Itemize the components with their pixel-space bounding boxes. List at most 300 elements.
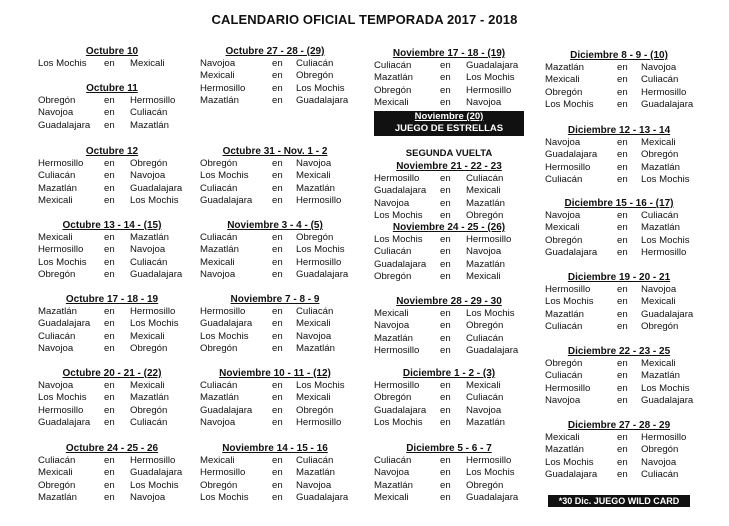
game-row <box>374 234 524 246</box>
en-word: en <box>617 284 628 295</box>
home-team: Obregón <box>466 479 504 491</box>
home-team: Hermosillo <box>641 86 687 98</box>
en-word: en <box>104 492 115 504</box>
visitor-team: Mazatlán <box>200 95 239 107</box>
home-team: Obregón <box>466 320 504 332</box>
block-date-heading: Noviembre 7 - 8 - 9 <box>230 294 320 305</box>
en-word: en <box>440 173 451 184</box>
visitor-team: Obregón <box>38 479 76 491</box>
home-team: Mazatlán <box>466 258 505 270</box>
game-row <box>200 83 350 95</box>
en-word: en <box>104 158 115 169</box>
game-row <box>200 158 350 170</box>
en-word: en <box>272 380 283 391</box>
game-row <box>200 269 350 281</box>
home-team: Los Mochis <box>296 244 345 256</box>
en-word: en <box>104 404 115 416</box>
home-team: Los Mochis <box>130 479 179 491</box>
game-row <box>38 232 186 244</box>
game-row <box>374 345 524 357</box>
visitor-team: Guadalajara <box>545 469 598 481</box>
visitor-team: Guadalajara <box>374 404 427 416</box>
en-word: en <box>440 234 451 245</box>
visitor-team: Navojoa <box>545 137 581 148</box>
home-team: Los Mochis <box>641 382 690 394</box>
schedule-block <box>38 83 186 132</box>
home-team: Mazatlán <box>130 232 169 243</box>
home-team: Navojoa <box>641 456 677 468</box>
visitor-team: Navojoa <box>374 320 410 332</box>
block-date-heading: Octubre 31 - Nov. 1 - 2 <box>222 146 328 157</box>
en-word: en <box>272 392 283 404</box>
game-row <box>543 137 695 149</box>
home-team: Culiacán <box>130 417 168 429</box>
visitor-team: Hermosillo <box>38 404 84 416</box>
block-date-heading: Noviembre 17 - 18 - (19) <box>392 48 506 59</box>
visitor-team: Mexicali <box>545 432 580 443</box>
home-team: Mexicali <box>296 392 331 404</box>
home-team: Navojoa <box>466 404 502 416</box>
home-team: Mazatlán <box>130 119 169 131</box>
game-row <box>543 174 695 186</box>
home-team: Hermosillo <box>466 234 512 245</box>
en-word: en <box>104 479 115 491</box>
game-row <box>543 469 695 481</box>
en-word: en <box>272 404 283 416</box>
game-row <box>200 318 350 330</box>
en-word: en <box>617 358 628 369</box>
en-word: en <box>272 256 283 268</box>
en-word: en <box>440 271 451 283</box>
schedule-block <box>374 296 524 358</box>
en-word: en <box>104 256 115 268</box>
home-team: Hermosillo <box>466 84 512 96</box>
en-word: en <box>272 467 283 479</box>
game-row <box>38 158 186 170</box>
visitor-team: Obregón <box>200 343 238 355</box>
en-word: en <box>440 185 451 197</box>
block-date-heading: Octubre 12 <box>85 146 139 157</box>
game-row <box>200 343 350 355</box>
visitor-team: Guadalajara <box>374 185 427 197</box>
game-row <box>38 405 186 417</box>
game-row <box>374 72 524 84</box>
game-row <box>200 467 350 479</box>
game-row <box>200 306 350 318</box>
game-row <box>374 271 524 283</box>
en-word: en <box>440 320 451 332</box>
schedule-block <box>200 294 350 356</box>
block-date-heading: Noviembre 24 - 25 - (26) <box>392 222 506 233</box>
visitor-team: Navojoa <box>38 343 74 355</box>
visitor-team: Mexicali <box>374 97 409 109</box>
schedule-block <box>38 46 186 70</box>
en-word: en <box>440 479 451 491</box>
game-row <box>543 432 695 444</box>
schedule-block <box>374 161 524 223</box>
en-word: en <box>272 455 283 466</box>
home-team: Mazatlán <box>466 197 505 209</box>
schedule-block <box>374 48 524 110</box>
home-team: Guadalajara <box>641 395 694 407</box>
home-team: Navojoa <box>296 330 332 342</box>
en-word: en <box>104 195 115 207</box>
game-row <box>543 247 695 259</box>
home-team: Hermosillo <box>641 432 687 443</box>
visitor-team: Hermosillo <box>38 244 84 256</box>
schedule-block <box>200 146 350 208</box>
visitor-team: Obregón <box>545 358 583 369</box>
home-team: Hermosillo <box>130 95 176 106</box>
home-team: Navojoa <box>296 479 332 491</box>
game-row <box>200 405 350 417</box>
game-row <box>543 444 695 456</box>
visitor-team: Mexicali <box>545 74 580 86</box>
home-team: Hermosillo <box>296 256 342 268</box>
game-row <box>38 467 186 479</box>
schedule-block <box>200 368 350 430</box>
home-team: Obregón <box>641 444 679 456</box>
game-row <box>200 331 350 343</box>
en-word: en <box>272 95 283 107</box>
visitor-team: Mazatlán <box>38 306 77 317</box>
en-word: en <box>617 456 628 468</box>
game-row <box>38 331 186 343</box>
page-title: CALENDARIO OFICIAL TEMPORADA 2017 - 2018 <box>211 12 518 27</box>
visitor-team: Los Mochis <box>200 492 249 504</box>
game-row <box>374 85 524 97</box>
game-row <box>374 467 524 479</box>
visitor-team: Obregón <box>374 392 412 404</box>
visitor-team: Culiacán <box>545 174 583 186</box>
home-team: Hermosillo <box>296 417 342 429</box>
home-team: Guadalajara <box>130 182 183 194</box>
visitor-team: Guadalajara <box>38 417 91 429</box>
visitor-team: Los Mochis <box>200 330 249 342</box>
allstar-label: JUEGO DE ESTRELLAS <box>394 123 504 134</box>
game-row <box>374 492 524 504</box>
visitor-team: Hermosillo <box>38 158 84 169</box>
game-row <box>374 173 524 185</box>
visitor-team: Mazatlán <box>374 332 413 344</box>
en-word: en <box>617 321 628 333</box>
block-date-heading: Noviembre 10 - 11 - (12) <box>219 368 331 379</box>
game-row <box>200 492 350 504</box>
visitor-team: Mexicali <box>200 256 235 268</box>
game-row <box>38 306 186 318</box>
game-row <box>200 455 350 467</box>
home-team: Mexicali <box>130 380 165 391</box>
game-row <box>38 318 186 330</box>
en-word: en <box>440 380 451 391</box>
home-team: Los Mochis <box>466 308 515 319</box>
game-row <box>200 380 350 392</box>
en-word: en <box>617 234 628 246</box>
schedule-block <box>200 443 350 505</box>
visitor-team: Mazatlán <box>38 492 77 504</box>
block-date-heading: Diciembre 1 - 2 - (3) <box>402 368 496 379</box>
en-word: en <box>272 195 283 207</box>
en-word: en <box>617 444 628 456</box>
block-date-heading: Diciembre 8 - 9 - (10) <box>570 50 668 61</box>
game-row <box>543 395 695 407</box>
visitor-team: Los Mochis <box>545 296 594 308</box>
en-word: en <box>617 137 628 148</box>
en-word: en <box>440 345 451 357</box>
visitor-team: Mexicali <box>38 232 73 243</box>
second-half-heading: SEGUNDA VUELTA <box>405 148 493 159</box>
game-row <box>543 321 695 333</box>
block-date-heading: Noviembre 21 - 22 - 23 <box>396 161 502 172</box>
visitor-team: Mazatlán <box>545 444 584 456</box>
game-row <box>374 320 524 332</box>
schedule-block <box>543 198 695 260</box>
home-team: Navojoa <box>641 62 677 73</box>
visitor-team: Guadalajara <box>200 195 253 207</box>
visitor-team: Guadalajara <box>374 258 427 270</box>
home-team: Guadalajara <box>130 467 183 479</box>
game-row <box>38 244 186 256</box>
en-word: en <box>272 244 283 256</box>
visitor-team: Los Mochis <box>200 170 249 182</box>
en-word: en <box>104 330 115 342</box>
visitor-team: Navojoa <box>374 197 410 209</box>
en-word: en <box>617 469 628 481</box>
en-word: en <box>617 382 628 394</box>
game-row <box>38 107 186 119</box>
block-date-heading: Octubre 11 <box>86 83 138 94</box>
game-row <box>543 358 695 370</box>
visitor-team: Guadalajara <box>200 404 253 416</box>
home-team: Culiacán <box>130 107 168 119</box>
game-row <box>543 210 695 222</box>
en-word: en <box>440 84 451 96</box>
en-word: en <box>440 308 451 319</box>
game-row <box>38 392 186 404</box>
game-row <box>374 210 524 222</box>
home-team: Culiacán <box>296 455 334 466</box>
visitor-team: Mexicali <box>374 492 409 504</box>
visitor-team: Mazatlán <box>545 308 584 320</box>
visitor-team: Hermosillo <box>545 284 591 295</box>
game-row <box>374 198 524 210</box>
visitor-team: Guadalajara <box>38 119 91 131</box>
en-word: en <box>272 58 283 69</box>
game-row <box>543 284 695 296</box>
game-row <box>374 380 524 392</box>
visitor-team: Navojoa <box>200 417 236 429</box>
schedule-block <box>543 125 695 187</box>
en-word: en <box>104 170 115 182</box>
game-row <box>200 480 350 492</box>
block-date-heading: Diciembre 5 - 6 - 7 <box>406 443 492 454</box>
visitor-team: Culiacán <box>374 60 412 71</box>
home-team: Culiacán <box>130 256 168 268</box>
game-row <box>200 232 350 244</box>
visitor-team: Navojoa <box>545 395 581 407</box>
en-word: en <box>104 269 115 281</box>
visitor-team: Hermosillo <box>545 382 591 394</box>
en-word: en <box>440 404 451 416</box>
game-row <box>200 70 350 82</box>
home-team: Navojoa <box>130 170 166 182</box>
en-word: en <box>272 82 283 94</box>
visitor-team: Culiacán <box>38 170 76 182</box>
en-word: en <box>104 455 115 466</box>
home-team: Mazatlán <box>641 222 680 234</box>
schedule-block <box>543 420 695 482</box>
en-word: en <box>104 58 115 69</box>
en-word: en <box>440 60 451 71</box>
home-team: Los Mochis <box>296 380 345 391</box>
en-word: en <box>272 70 283 82</box>
block-date-heading: Diciembre 19 - 20 - 21 <box>567 272 671 283</box>
visitor-team: Navojoa <box>200 58 236 69</box>
schedule-block <box>374 222 524 284</box>
visitor-team: Culiacán <box>374 246 412 258</box>
visitor-team: Mexicali <box>200 455 235 466</box>
en-word: en <box>617 308 628 320</box>
visitor-team: Culiacán <box>545 321 583 333</box>
home-team: Culiacán <box>641 210 679 221</box>
schedule-block <box>38 146 186 208</box>
visitor-team: Obregón <box>38 269 76 281</box>
home-team: Mexicali <box>130 330 165 342</box>
visitor-team: Guadalajara <box>38 318 91 330</box>
home-team: Navojoa <box>641 284 677 295</box>
visitor-team: Navojoa <box>545 210 581 221</box>
home-team: Mexicali <box>466 185 501 197</box>
visitor-team: Mazatlán <box>200 392 239 404</box>
game-row <box>374 60 524 72</box>
game-row <box>374 333 524 345</box>
en-word: en <box>104 467 115 479</box>
en-word: en <box>440 197 451 209</box>
en-word: en <box>617 161 628 173</box>
visitor-team: Culiacán <box>200 182 238 194</box>
visitor-team: Guadalajara <box>545 247 598 259</box>
block-date-heading: Noviembre 14 - 15 - 16 <box>222 443 328 454</box>
home-team: Guadalajara <box>641 99 694 111</box>
home-team: Mazatlán <box>641 161 680 173</box>
game-row <box>543 235 695 247</box>
schedule-block <box>374 443 524 505</box>
home-team: Los Mochis <box>466 72 515 84</box>
game-row <box>38 269 186 281</box>
en-word: en <box>272 479 283 491</box>
home-team: Culiacán <box>296 58 334 69</box>
en-word: en <box>104 119 115 131</box>
home-team: Guadalajara <box>466 60 519 71</box>
game-row <box>374 259 524 271</box>
game-row <box>543 62 695 74</box>
home-team: Navojoa <box>466 97 502 109</box>
en-word: en <box>272 232 283 243</box>
en-word: en <box>440 492 451 504</box>
home-team: Navojoa <box>130 492 166 504</box>
game-row <box>200 417 350 429</box>
en-word: en <box>104 95 115 106</box>
en-word: en <box>440 455 451 466</box>
game-row <box>374 97 524 109</box>
home-team: Los Mochis <box>296 82 345 94</box>
en-word: en <box>617 296 628 308</box>
game-row <box>374 392 524 404</box>
game-row <box>374 185 524 197</box>
home-team: Mexicali <box>641 137 676 148</box>
visitor-team: Culiacán <box>200 232 238 243</box>
home-team: Guadalajara <box>466 492 519 504</box>
game-row <box>200 195 350 207</box>
home-team: Los Mochis <box>130 195 179 207</box>
home-team: Culiacán <box>466 332 504 344</box>
visitor-team: Culiacán <box>38 455 76 466</box>
visitor-team: Obregón <box>374 84 412 96</box>
game-row <box>38 120 186 132</box>
game-row <box>38 380 186 392</box>
home-team: Guadalajara <box>130 269 183 281</box>
en-word: en <box>440 332 451 344</box>
block-date-heading: Octubre 24 - 25 - 26 <box>65 443 159 454</box>
home-team: Mexicali <box>641 358 676 369</box>
home-team: Mazatlán <box>296 467 335 479</box>
schedule-block <box>38 220 186 282</box>
en-word: en <box>104 380 115 391</box>
visitor-team: Los Mochis <box>374 417 423 429</box>
en-word: en <box>272 343 283 355</box>
game-row <box>38 95 186 107</box>
schedule-block <box>38 443 186 505</box>
block-date-heading: Octubre 20 - 21 - (22) <box>62 368 162 379</box>
en-word: en <box>104 232 115 243</box>
visitor-team: Culiacán <box>374 455 412 466</box>
en-word: en <box>272 182 283 194</box>
visitor-team: Los Mochis <box>374 234 423 245</box>
home-team: Navojoa <box>466 246 502 258</box>
game-row <box>543 99 695 111</box>
home-team: Obregón <box>466 210 504 222</box>
visitor-team: Mazatlán <box>200 244 239 256</box>
home-team: Los Mochis <box>130 318 179 330</box>
en-word: en <box>440 210 451 222</box>
visitor-team: Hermosillo <box>200 467 246 479</box>
visitor-team: Obregón <box>374 271 412 283</box>
home-team: Guadalajara <box>466 345 519 357</box>
en-word: en <box>617 86 628 98</box>
game-row <box>543 74 695 86</box>
game-row <box>38 455 186 467</box>
game-row <box>38 417 186 429</box>
visitor-team: Navojoa <box>38 380 74 391</box>
block-date-heading: Noviembre 28 - 29 - 30 <box>396 296 502 307</box>
en-word: en <box>104 107 115 119</box>
game-row <box>543 87 695 99</box>
en-word: en <box>440 72 451 84</box>
block-date-heading: Octubre 10 <box>85 46 139 57</box>
en-word: en <box>440 97 451 109</box>
game-row <box>543 383 695 395</box>
game-row <box>543 296 695 308</box>
game-row <box>38 343 186 355</box>
en-word: en <box>617 210 628 221</box>
home-team: Mazatlán <box>296 343 335 355</box>
home-team: Mazatlán <box>130 392 169 404</box>
visitor-team: Los Mochis <box>38 58 87 69</box>
visitor-team: Mazatlán <box>38 182 77 194</box>
game-row <box>38 183 186 195</box>
en-word: en <box>272 318 283 330</box>
game-row <box>200 392 350 404</box>
